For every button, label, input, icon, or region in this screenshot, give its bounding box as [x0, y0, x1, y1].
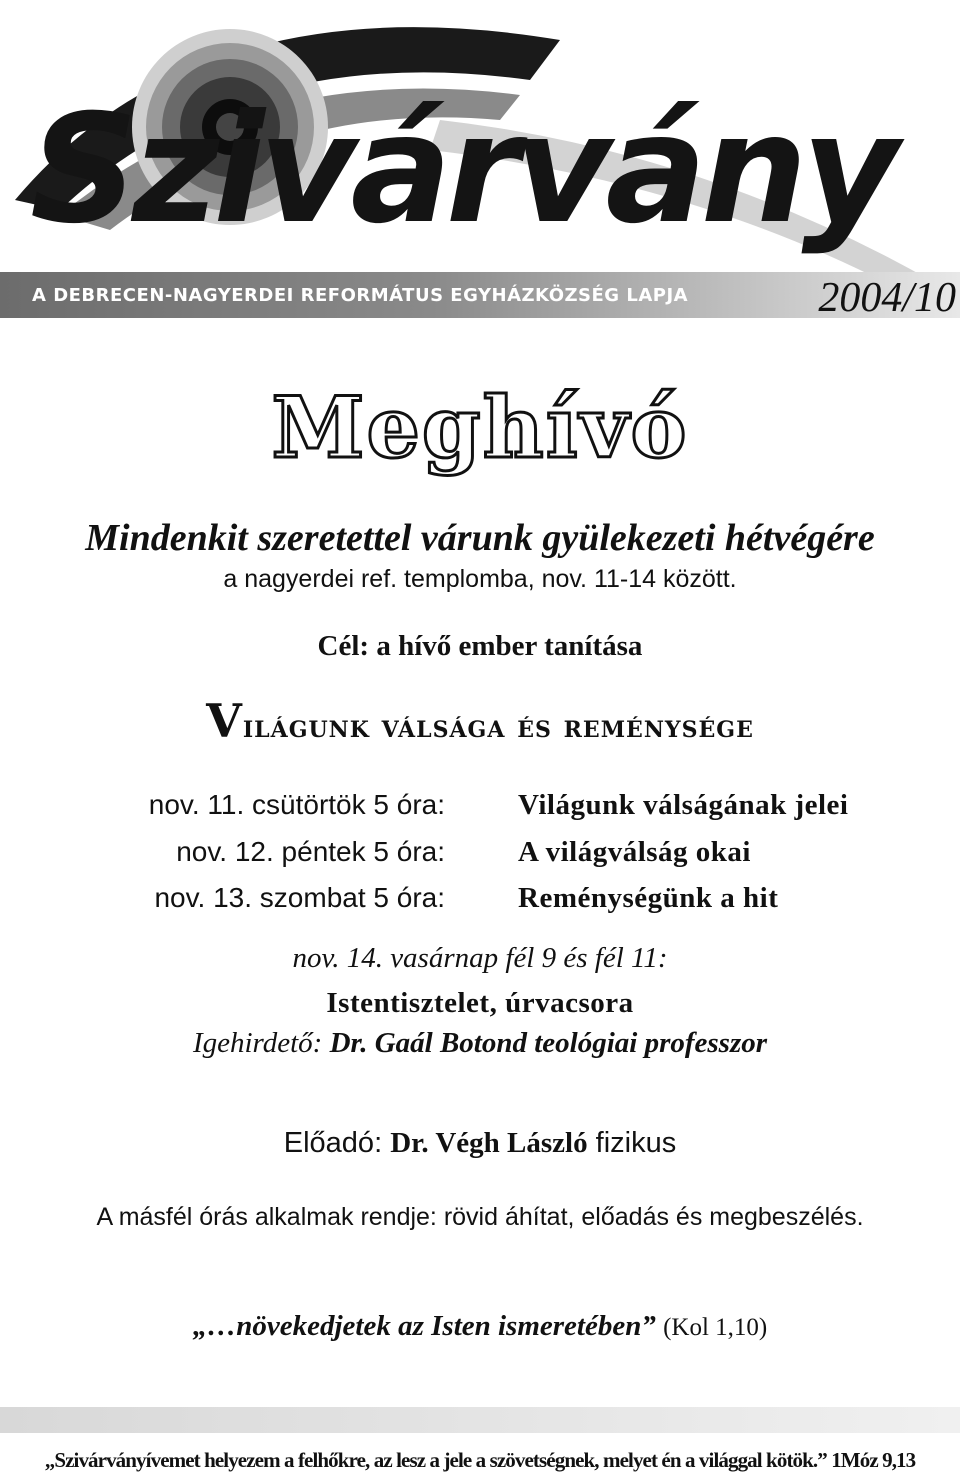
- lecturer-name: Dr. Végh László: [390, 1127, 588, 1159]
- bible-verse: [0, 1310, 960, 1343]
- lecturer-line: [0, 1127, 960, 1160]
- sunday-time: nov. 14. vasárnap fél 9 és fél 11:: [292, 942, 668, 974]
- verse-text: „…növekedjetek az Isten ismeretében”: [192, 1310, 656, 1342]
- masthead-subtitle: A DEBRECEN-NAGYERDEI REFORMÁTUS EGYHÁZKÖZSÉG LAPJA: [32, 285, 689, 306]
- lecturer-role: fizikus: [595, 1127, 677, 1159]
- schedule-topic-3: Reménységünk a hit: [518, 882, 779, 914]
- lecturer-label: Előadó:: [283, 1127, 383, 1159]
- verse-reference: (Kol 1,10): [663, 1314, 768, 1341]
- theme-rest: ilágunk válsága és reménysége: [242, 709, 754, 745]
- preacher-line: [0, 1027, 960, 1060]
- program-order: A másfél órás alkalmak rendje: rövid áhítat, előadás és megbeszélés.: [96, 1203, 864, 1231]
- schedule-topic-1: Világunk válságának jelei: [518, 789, 849, 821]
- goal-line: Cél: a hívő ember tanítása: [317, 630, 643, 662]
- schedule-day-3: nov. 13. szombat 5 óra:: [154, 882, 445, 913]
- schedule-day-1: nov. 11. csütörtök 5 óra:: [148, 789, 445, 820]
- schedule-day-2: nov. 12. péntek 5 óra:: [176, 836, 445, 867]
- theme-title: [0, 694, 960, 748]
- sunday-service: Istentisztelet, úrvacsora: [326, 987, 634, 1019]
- welcome-line: Mindenkit szeretettel várunk gyülekezeti hétvégére: [85, 517, 875, 559]
- theme-first-letter: V: [206, 694, 243, 748]
- footer-quote: „Szivárványívemet helyezem a felhőkre, az lesz a jele a szövetségnek, melyet én a világgal kötök.” 1Móz 9,13: [44, 1448, 916, 1472]
- preacher-label: Igehirdető:: [192, 1027, 323, 1059]
- location-line: a nagyerdei ref. templomba, nov. 11-14 között.: [223, 565, 737, 593]
- invite-heading: Meghívó: [271, 378, 689, 477]
- issue-number: 2004/10: [818, 275, 956, 321]
- footer-bar: [0, 1407, 960, 1433]
- schedule-topic-2: A világválság okai: [518, 836, 751, 868]
- preacher-name: Dr. Gaál Botond teológiai professzor: [329, 1027, 768, 1059]
- masthead-title: Szivárvány: [30, 83, 894, 257]
